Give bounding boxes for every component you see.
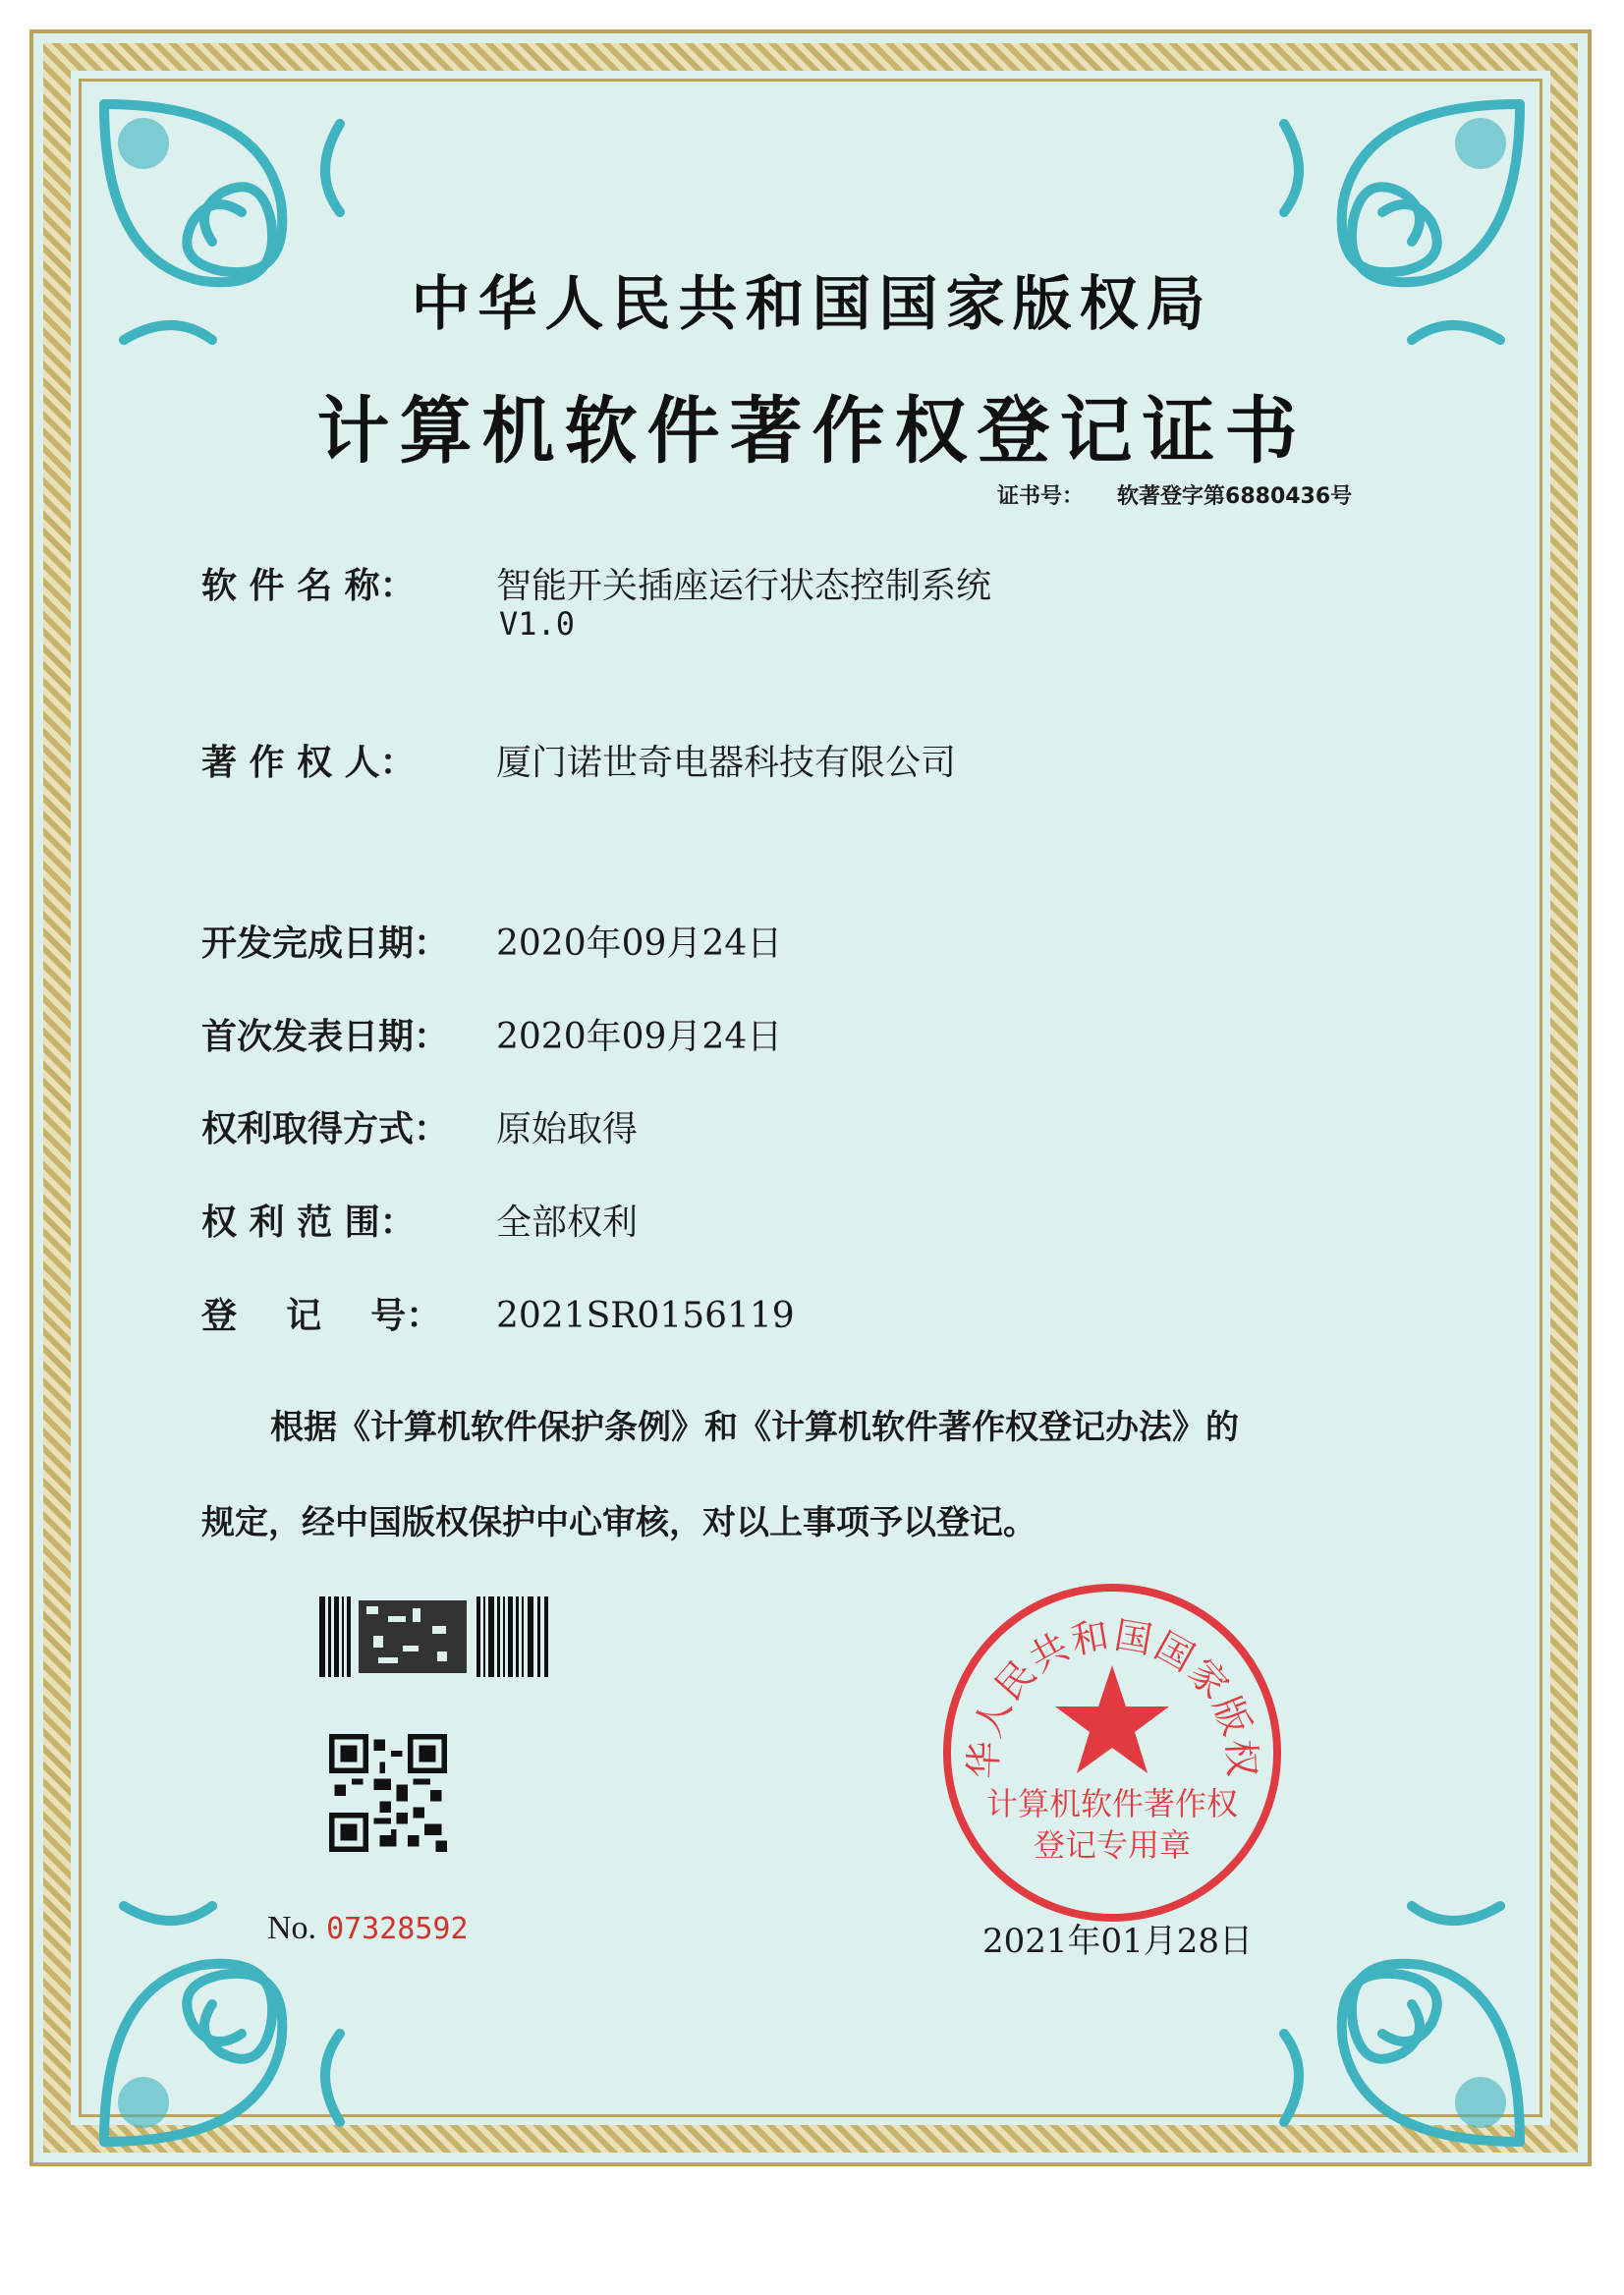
serial-number-value: 07328592 (326, 1912, 469, 1946)
field-publication-date (201, 1009, 782, 1059)
serial-number-label: No. (267, 1910, 317, 1946)
serial-number (267, 1910, 469, 1947)
field-development-date (201, 916, 782, 966)
field-registration-number (201, 1288, 795, 1338)
qr-code (329, 1734, 447, 1852)
field-label: 权利取得方式： (201, 1109, 450, 1149)
issuer-title: 中华人民共和国国家版权局 (411, 270, 1213, 339)
field-value: 2021SR0156119 (496, 1296, 795, 1336)
svg-text:登记专用章: 登记专用章 (1033, 1826, 1192, 1864)
field-value: 全部权利 (496, 1203, 639, 1243)
svg-text:中华人民共和国国家版权局: 华人民共和国国家版权 (961, 1612, 1264, 1780)
field-value: 原始取得 (496, 1109, 639, 1149)
certificate-title: 计算机软件著作权登记证书 (316, 389, 1308, 474)
svg-text:计算机软件著作权: 计算机软件著作权 (985, 1785, 1239, 1822)
field-value: 厦门诺世奇电器科技有限公司 (496, 743, 957, 783)
field-label: 登 记 号： (201, 1296, 442, 1336)
corner-ornament-top-right (1205, 84, 1540, 419)
certificate-number-value: 软著登字第6880436号 (1117, 484, 1353, 509)
certificate-number-label: 证书号： (997, 484, 1085, 509)
field-acquisition-method (201, 1101, 638, 1151)
corner-ornament-bottom-left (84, 1827, 419, 2161)
field-label: 权 利 范 围： (201, 1203, 416, 1243)
software-version: V1.0 (499, 605, 576, 643)
issue-date: 2021年01月28日 (982, 1922, 1254, 1961)
field-value: 2020年09月24日 (496, 1017, 783, 1057)
field-label: 开发完成日期： (201, 924, 450, 964)
field-value: 智能开关插座运行状态控制系统 (496, 566, 992, 606)
field-label: 首次发表日期： (201, 1017, 450, 1057)
certificate-number (997, 479, 1352, 510)
field-copyright-owner (201, 735, 956, 785)
field-label: 软 件 名 称： (201, 566, 416, 606)
barcode (319, 1596, 555, 1677)
corner-ornament-top-left (84, 84, 419, 419)
statement-line-1: 根据《计算机软件保护条例》和《计算机软件著作权登记办法》的 (270, 1408, 1239, 1447)
statement-line-2: 规定，经中国版权保护中心审核，对以上事项予以登记。 (201, 1503, 1036, 1542)
field-rights-scope (201, 1195, 638, 1245)
field-value: 2020年09月24日 (496, 924, 783, 964)
field-label: 著 作 权 人： (201, 743, 416, 783)
official-seal (938, 1579, 1287, 1928)
field-software-name (201, 558, 991, 608)
